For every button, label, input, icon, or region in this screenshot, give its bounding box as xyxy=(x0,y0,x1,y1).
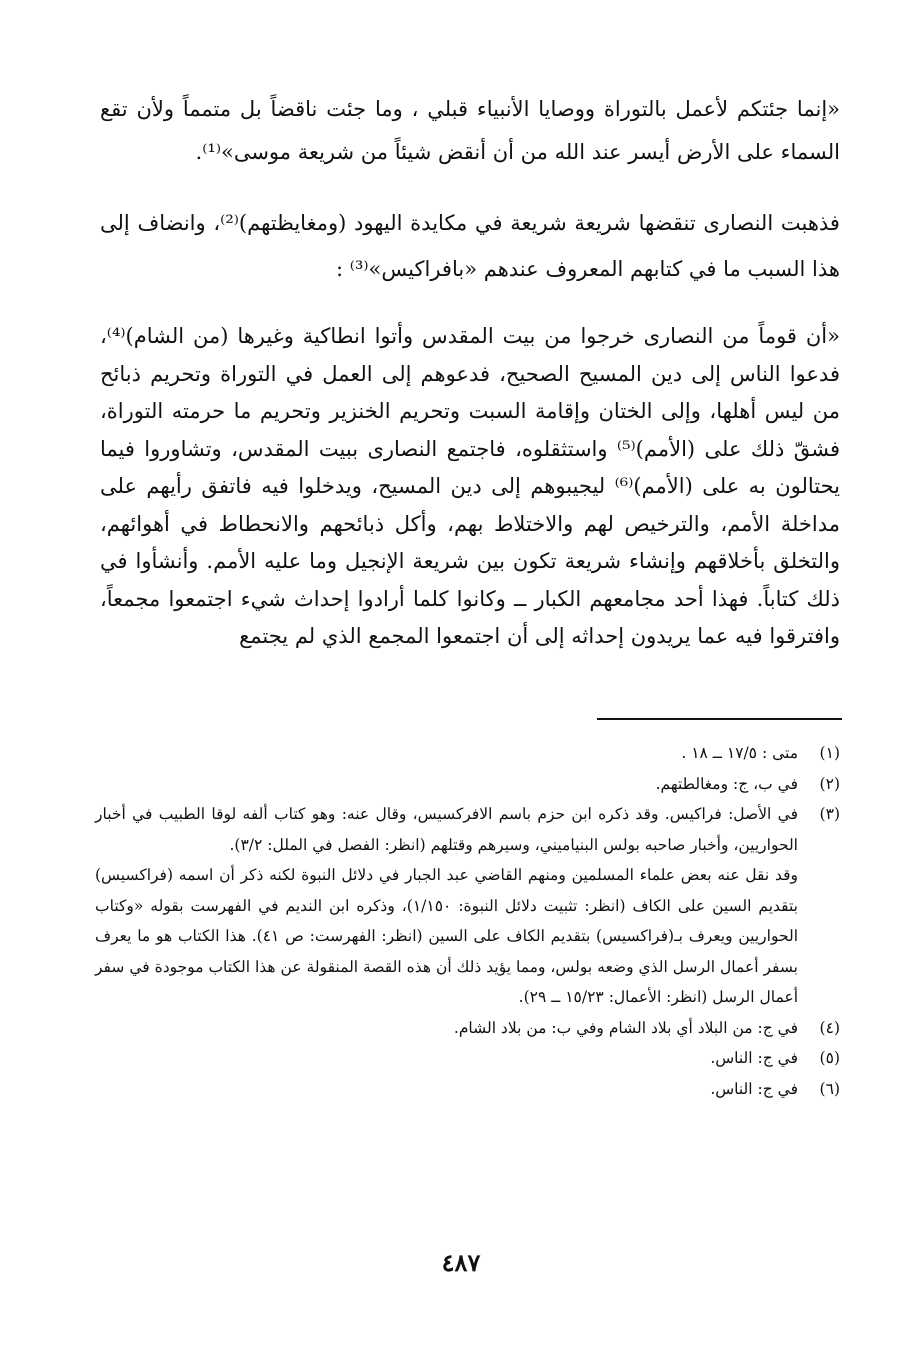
footnote-text: متى : ١٧/٥ ــ ١٨ . xyxy=(681,744,798,762)
footnote-number: (٦) xyxy=(819,1079,840,1098)
footnote-1 xyxy=(95,738,840,769)
footnote-4 xyxy=(95,1013,840,1044)
footnote-separator xyxy=(597,718,842,720)
footnote-3-continuation: وقد نقل عنه بعض علماء المسلمين ومنهم القاضي عبد الجبار في دلائل النبوة لكنه ذكر أن اسمه (فراكسيس) بتقديم السين على الكاف (انظر: تثبيت دلائل النبوة: ١/١٥٠)، وذكره ابن النديم في الفهرست بقوله «وكتاب الحواريين ويعرف بـ(فراكسيس) بتقديم الكاف على السين (انظر: الفهرست: ص ٤١). هذا الكتاب هو ما يعرف بسفر أعمال الرسل الذي وضعه بولس، ومما يؤيد ذلك أن هذه القصة المنقولة عن هذا الكتاب موجودة في سفر أعمال الرسل (انظر: الأعمال: ١٥/٢٣ ــ ٢٩). xyxy=(95,866,798,1006)
footnote-text: في ج: الناس. xyxy=(710,1049,798,1067)
footnotes xyxy=(95,738,840,1104)
footnote-text: في ب، ج: ومغالطتهم. xyxy=(655,774,798,793)
body-paragraph-3 xyxy=(100,318,840,656)
footnote-number: (٤) xyxy=(819,1018,840,1037)
footnote-number: (٣) xyxy=(819,805,840,823)
paragraph-text: فذهبت النصارى تنقضها شريعة شريعة في مكايدة اليهود (ومغايظتهم)⁽²⁾، وانضاف إلى هذا السبب ما في كتابهم المعروف عندهم «بافراكيس»⁽³⁾ : xyxy=(100,211,840,281)
footnote-5 xyxy=(95,1043,840,1074)
footnote-6 xyxy=(95,1074,840,1105)
footnote-3 xyxy=(95,799,840,860)
paragraph-text: «إنما جئتكم لأعمل بالتوراة ووصايا الأنبياء قبلي ، وما جئت ناقضاً بل متمماً ولأن تقع السماء على الأرض أيسر عند الله من أن أنقض شيئاً من شريعة موسى»⁽¹⁾. xyxy=(100,97,840,164)
body-paragraph-2 xyxy=(100,200,840,292)
footnote-text: في ج: من البلاد أي بلاد الشام وفي ب: من بلاد الشام. xyxy=(453,1018,798,1037)
footnote-text: في ج: الناس. xyxy=(710,1079,798,1098)
footnote-2 xyxy=(95,769,840,800)
footnote-number: (٥) xyxy=(819,1049,840,1067)
footnote-number: (٢) xyxy=(819,774,840,793)
footnote-text: في الأصل: فراكيس. وقد ذكره ابن حزم باسم الافركسيس، وقال عنه: وهو كتاب ألفه لوقا الطبيب في أخبار الحواريين، وأخبار صاحبه بولس البنياميني، وسيرهم وقتلهم (انظر: الفصل في الملل: ٣/٢). xyxy=(95,805,798,854)
body-paragraph-1 xyxy=(100,88,840,174)
footnote-number: (١) xyxy=(819,744,840,762)
paragraph-text: «أن قوماً من النصارى خرجوا من بيت المقدس وأتوا انطاكية وغيرها (من الشام)⁽⁴⁾، فدعوا الناس إلى دين المسيح الصحيح، فدعوهم إلى العمل في التوراة وتحريم ذبائح من ليس أهلها، وإلى الختان وإقامة السبت وتحريم الخنزير وتحريم ما حرمته التوراة، فشقّ ذلك على (الأمم)⁽⁵⁾ واستثقلوه، فاجتمع النصارى ببيت المقدس، وتشاوروا فيما يحتالون به على (الأمم)⁽⁶⁾ ليجيبوهم إلى دين المسيح، ويدخلوا فيه فاتفق رأيهم على مداخلة الأمم، والترخيص لهم والاختلاط بهم، وأكل ذبائحهم والانحطاط في أهوائهم، والتخلق بأخلاقهم وإنشاء شريعة تكون بين شريعة الإنجيل وما عليه الأمم. وأنشأوا في ذلك كتاباً. فهذا أحد مجامعهم الكبار ــ وكانوا كلما أرادوا إحداث شيء اجتمعوا مجمعاً، وافترقوا فيه عما يريدون إحداثه إلى أن اجتمعوا المجمع الذي لم يجتمع xyxy=(100,324,841,648)
page-number: ٤٨٧ xyxy=(441,1248,481,1277)
